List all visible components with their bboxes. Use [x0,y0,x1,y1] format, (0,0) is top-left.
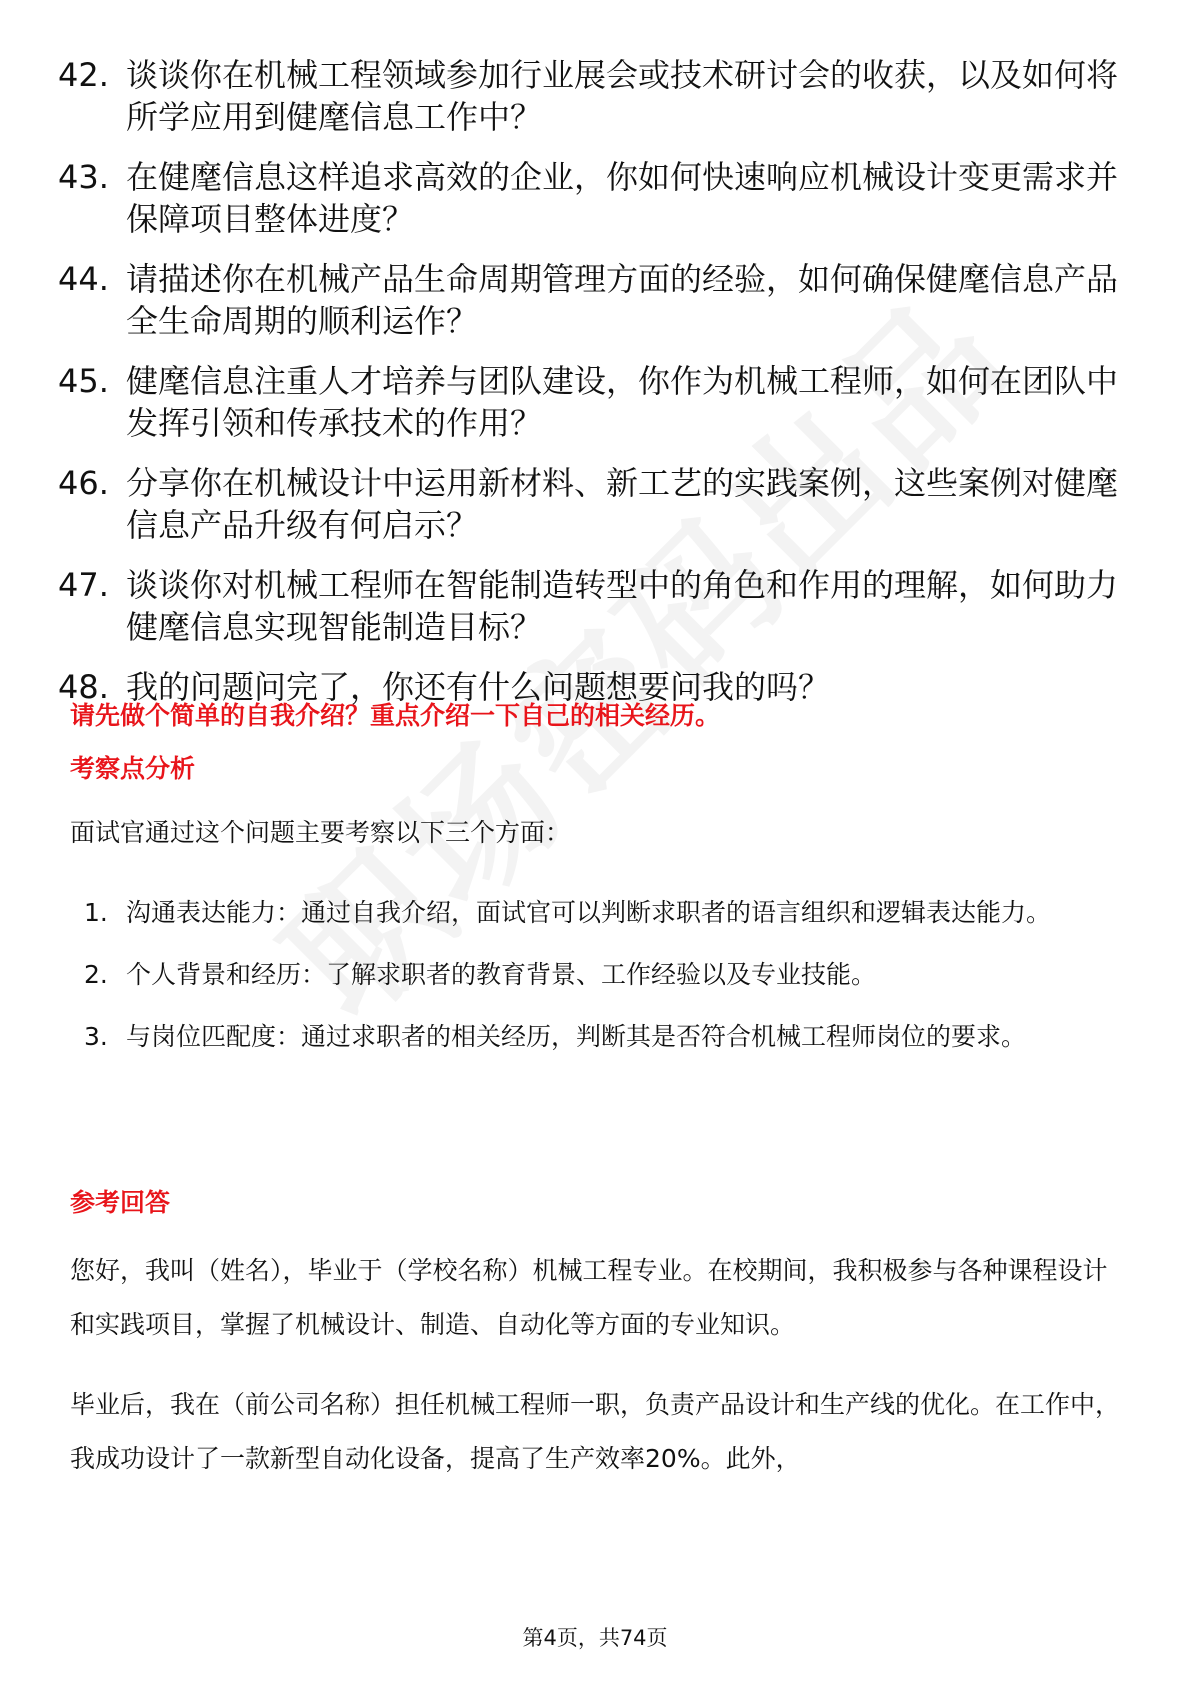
question-item [58,156,1138,240]
analysis-title: 考察点分析 [70,754,196,783]
analysis-intro: 面试官通过这个问题主要考察以下三个方面： [70,818,571,847]
answer-paragraph: 您好，我叫（姓名），毕业于（学校名称）机械工程专业。在校期间，我积极参与各种课程设计和实践项目，掌握了机械设计、制造、自动化等方面的专业知识。 [70,1256,1108,1339]
question-text: 分享你在机械设计中运用新材料、新工艺的实践案例，这些案例对健麾信息产品升级有何启示？ [126,464,1119,544]
question-number: 46. [58,464,109,502]
question-list [58,54,1138,726]
question-number: 47. [58,566,109,604]
question-text: 请描述你在机械产品生命周期管理方面的经验，如何确保健麾信息产品全生命周期的顺利运作？ [126,260,1119,340]
page-footer: 第4页，共74页 [522,1626,668,1650]
question-text: 谈谈你对机械工程师在智能制造转型中的角色和作用的理解，如何助力健麾信息实现智能制造目标？ [126,566,1119,646]
point-number: 3. [84,1022,108,1051]
question-item [58,360,1138,444]
point-number: 2. [84,960,108,989]
analysis-point [84,886,1134,940]
question-item [58,258,1138,342]
analysis-points [84,886,1134,1072]
question-number: 48. [58,668,109,706]
question-number: 45. [58,362,109,400]
question-text: 在健麾信息这样追求高效的企业，你如何快速响应机械设计变更需求并保障项目整体进度？ [126,158,1119,238]
question-text: 谈谈你在机械工程领域参加行业展会或技术研讨会的收获，以及如何将所学应用到健麾信息工作中？ [126,56,1119,136]
question-text: 健麾信息注重人才培养与团队建设，你作为机械工程师，如何在团队中发挥引领和传承技术的作用？ [126,362,1119,442]
analysis-point [84,1010,1134,1064]
answer-paragraph: 毕业后，我在（前公司名称）担任机械工程师一职，负责产品设计和生产线的优化。在工作中，我成功设计了一款新型自动化设备，提高了生产效率20%。此外， [70,1390,1121,1473]
question-number: 43. [58,158,109,196]
point-text: 与岗位匹配度：通过求职者的相关经历，判断其是否符合机械工程师岗位的要求。 [126,1022,1027,1051]
point-text: 个人背景和经历：了解求职者的教育背景、工作经验以及专业技能。 [126,960,877,989]
point-number: 1. [84,898,108,927]
analysis-point [84,948,1134,1002]
answer-title: 参考回答 [70,1188,171,1217]
question-number: 42. [58,56,109,94]
question-item [58,564,1138,648]
question-item [58,54,1138,138]
question-text: 我的问题问完了，你还有什么问题想要问我的吗？ [126,668,831,706]
question-title: 请先做个简单的自我介绍？重点介绍一下自己的相关经历。 [70,701,721,730]
question-item [58,462,1138,546]
question-number: 44. [58,260,109,298]
point-text: 沟通表达能力：通过自我介绍，面试官可以判断求职者的语言组织和逻辑表达能力。 [126,898,1052,927]
